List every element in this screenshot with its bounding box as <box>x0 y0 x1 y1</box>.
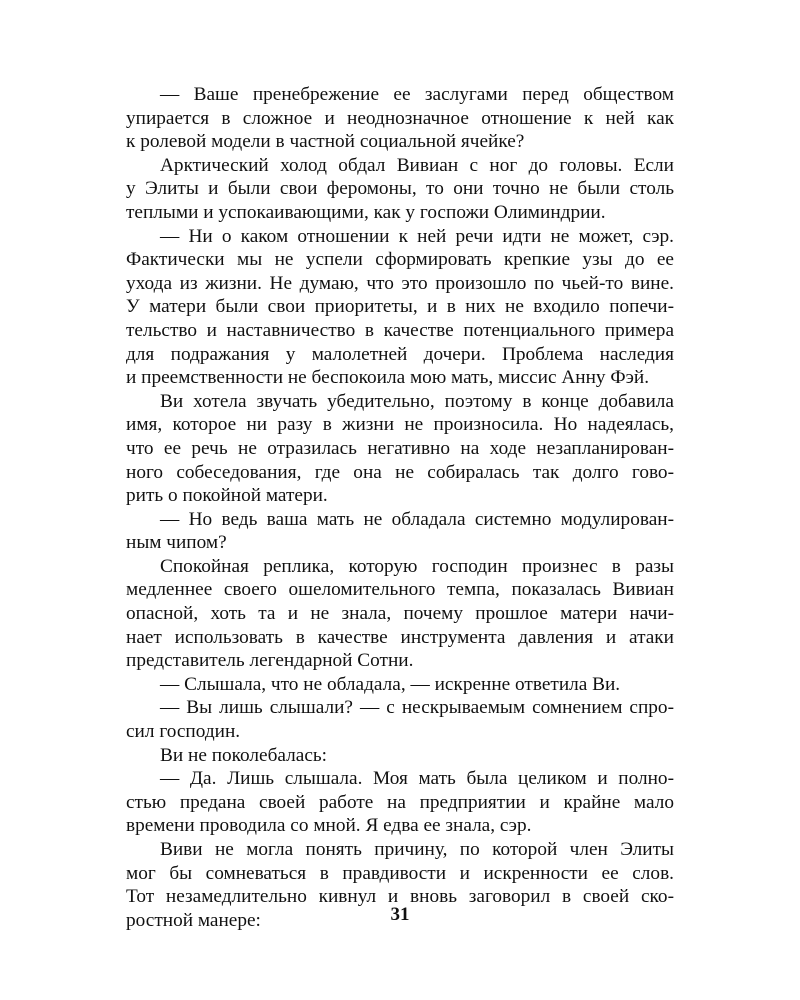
text-line: ным чипом? <box>126 532 227 554</box>
text-line: времени проводила со мной. Я едва ее знала, сэр. <box>126 815 532 837</box>
text-line: — Да. Лишь слышала. Моя мать была целиком и полно- <box>160 768 674 790</box>
text-line: у Элиты и были свои феромоны, то они точно не были столь <box>126 178 674 200</box>
text-line: для подражания у малолетней дочери. Проблема наследия <box>126 343 674 365</box>
text-line: имя, которое ни разу в жизни не произносила. Но надеялась, <box>126 414 674 436</box>
text-line: Ви хотела звучать убедительно, поэтому в конце добавила <box>160 390 674 412</box>
text-line: Фактически мы не успели сформировать крепкие узы до ее <box>126 249 674 271</box>
text-line: опасной, хоть та и не знала, почему прошлое матери начи- <box>126 603 674 625</box>
text-line: ного собеседования, где она не собиралась так долго гово- <box>126 461 674 483</box>
text-line: представитель легендарной Сотни. <box>126 650 414 672</box>
text-line: — Ваше пренебрежение ее заслугами перед обществом <box>160 84 674 105</box>
text-line: что ее речь не отразилась негативно на ходе незапланирован- <box>126 437 674 459</box>
text-line: упирается в сложное и неоднозначное отношение к ней как <box>126 107 674 129</box>
text-line: — Ни о каком отношении к ней речи идти не может, сэр. <box>160 225 674 247</box>
text-line: Виви не могла понять причину, по которой член Элиты <box>160 839 674 860</box>
text-line: Тот незамедлительно кивнул и вновь заговорил в своей ско- <box>126 886 674 908</box>
text-line: теплыми и успокаивающими, как у госпожи Олиминдрии. <box>126 201 606 223</box>
text-line: — Вы лишь слышали? — с нескрываемым сомнением спро- <box>160 697 674 719</box>
text-line: ростной манере: <box>126 909 261 931</box>
text-line: сил господин. <box>126 721 241 743</box>
text-line: рить о покойной матери. <box>126 485 328 507</box>
text-line: Арктический холод обдал Вивиан с ног до головы. Если <box>160 154 674 176</box>
text-line: тельство и наставничество в качестве потенциального примера <box>126 319 674 341</box>
text-line: Ви не поколебалась: <box>160 744 328 766</box>
body-text <box>126 83 674 932</box>
page-number: 31 <box>390 904 410 925</box>
text-line: медленнее своего ошеломительного темпа, показалась Вивиан <box>126 579 674 601</box>
text-line: Спокойная реплика, которую господин произнес в разы <box>160 555 674 577</box>
text-line: стью предана своей работе на предприятии и крайне мало <box>126 791 674 813</box>
text-line: мог бы сомневаться в правдивости и искренности ее слов. <box>126 862 674 884</box>
text-line: У матери были свои приоритеты, и в них не входило попечи- <box>126 296 674 318</box>
text-line: нает использовать в качестве инструмента давления и атаки <box>126 626 674 648</box>
text-line: ухода из жизни. Не думаю, что это произошло по чьей-то вине. <box>126 272 674 294</box>
text-line: — Слышала, что не обладала, — искренне ответила Ви. <box>160 673 621 695</box>
text-line: к ролевой модели в частной социальной ячейке? <box>126 131 525 153</box>
text-line: и преемственности не беспокоила мою мать, миссис Анну Фэй. <box>126 367 650 389</box>
text-line: — Но ведь ваша мать не обладала системно модулирован- <box>160 508 674 530</box>
